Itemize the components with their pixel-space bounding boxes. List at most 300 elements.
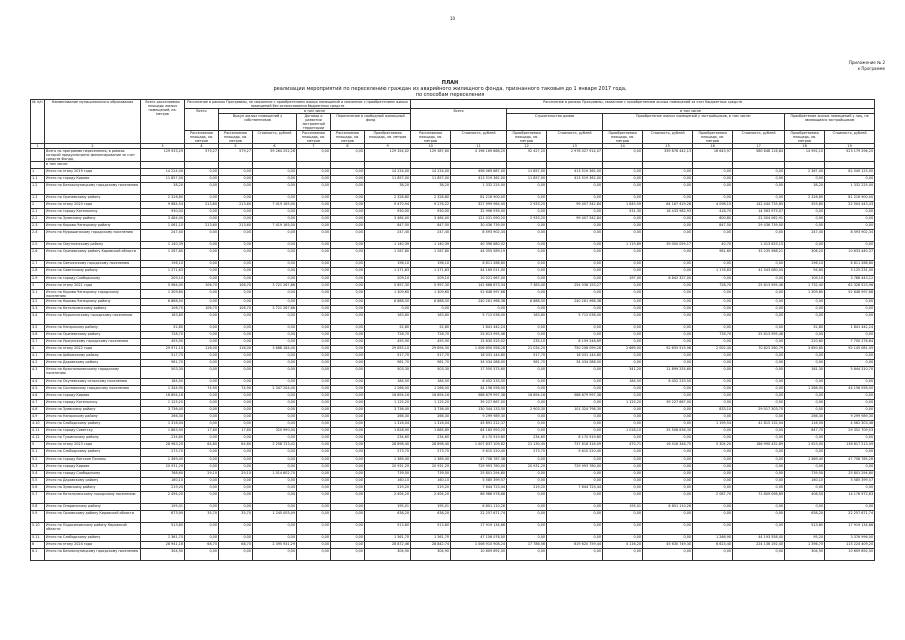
- table-cell: 0,00: [693, 261, 733, 268]
- table-cell: 41 815 132,04: [733, 421, 785, 428]
- table-cell: 0,00: [185, 216, 219, 223]
- table-cell: 728,70: [693, 331, 733, 338]
- table-cell: 0,00: [547, 242, 603, 249]
- row-name: Итого по Нагорскому району: [45, 414, 141, 421]
- column-number: 14: [603, 144, 643, 149]
- table-cell: 0,00: [297, 456, 331, 463]
- table-cell: 0,00: [693, 230, 733, 242]
- row-name: Итого по Оричевскому району: [45, 195, 141, 202]
- table-cell: 0,00: [507, 195, 547, 202]
- table-cell: 0,00: [643, 289, 693, 298]
- table-cell: 0,00: [603, 261, 643, 268]
- row-name: Итого по Подосиновскому району Кировской области: [45, 522, 141, 534]
- row-number: 2.4: [31, 230, 45, 242]
- table-cell: [603, 162, 643, 169]
- header-area: Расселяемая площадь, кв. метров: [297, 131, 331, 144]
- table-row: [31, 378, 875, 385]
- table-cell: 25 801 294,80: [451, 470, 507, 477]
- table-cell: 0,00: [603, 477, 643, 484]
- table-cell: 81 216 900,00: [825, 195, 875, 202]
- row-name: Итого по Котельничскому району: [45, 305, 141, 312]
- table-cell: 517,70: [507, 352, 547, 359]
- table-cell: 341,20: [603, 366, 643, 378]
- table-cell: 0,00: [507, 456, 547, 463]
- table-row: [31, 522, 875, 534]
- table-cell: 0,00: [733, 359, 785, 366]
- table-cell: 29 436 739,00: [733, 223, 785, 230]
- row-number: 3.5: [31, 324, 45, 331]
- table-cell: 0,00: [253, 463, 297, 470]
- table-cell: 38,20: [411, 183, 451, 195]
- table-cell: 0,00: [785, 305, 825, 312]
- table-cell: 116,00: [185, 345, 219, 352]
- table-cell: 1 361,70: [365, 534, 411, 541]
- column-number: 10: [411, 144, 451, 149]
- table-cell: 0,00: [693, 414, 733, 421]
- table-cell: 1 361,70: [141, 534, 185, 541]
- table-cell: 1 309,60: [785, 289, 825, 298]
- table-cell: 0,00: [185, 230, 219, 242]
- table-cell: 0,00: [785, 176, 825, 183]
- table-cell: 14 176 972,63: [825, 491, 875, 503]
- table-cell: 0,00: [547, 209, 603, 216]
- header-cost: Стоимость, рублей: [253, 131, 297, 144]
- table-cell: 129 387,60: [411, 149, 451, 162]
- table-cell: 0,00: [785, 463, 825, 470]
- table-cell: 1 176,83: [693, 268, 733, 275]
- header-no: № п/п: [31, 100, 45, 144]
- table-row: [31, 305, 875, 312]
- table-cell: 0,00: [185, 338, 219, 345]
- table-cell: 1 413 633,15: [733, 242, 785, 249]
- table-cell: 0,00: [253, 414, 297, 421]
- table-cell: 0,00: [507, 331, 547, 338]
- table-cell: 5 857,30: [365, 282, 411, 289]
- row-number: 2.6: [31, 249, 45, 261]
- table-cell: 0,00: [733, 261, 785, 268]
- table-cell: 1 245 005,49: [253, 510, 297, 522]
- table-cell: 0,00: [693, 463, 733, 470]
- table-cell: 1 841 442,24: [451, 324, 507, 331]
- table-cell: 0,00: [603, 230, 643, 242]
- table-cell: 8 593 902,34: [451, 230, 507, 242]
- table-cell: 0,00: [331, 249, 365, 261]
- table-cell: 0,00: [733, 522, 785, 534]
- table-cell: 14 224,00: [411, 169, 451, 176]
- table-cell: 0,00: [297, 359, 331, 366]
- table-cell: 0,00: [785, 331, 825, 338]
- column-number: 17: [733, 144, 785, 149]
- row-name: Итого по Окуневскому сельскому поселению: [45, 378, 141, 385]
- table-cell: 5 712 036,00: [547, 312, 603, 324]
- table-cell: 0,00: [253, 449, 297, 456]
- table-cell: 0,00: [331, 359, 365, 366]
- table-cell: 266,30: [141, 414, 185, 421]
- table-cell: 0,00: [507, 268, 547, 275]
- table-cell: 0,00: [219, 312, 253, 324]
- table-row: [31, 176, 875, 183]
- table-row: [31, 268, 875, 275]
- header-contract: Договор о развитии застроенной территории: [297, 114, 331, 131]
- header-acq-area: Приобретаемая площадь, кв. метров: [507, 131, 547, 144]
- table-cell: 9 276,22: [411, 202, 451, 209]
- table-cell: 0,00: [297, 202, 331, 209]
- table-cell: 14 992,10: [785, 149, 825, 162]
- table-cell: 981,70: [411, 359, 451, 366]
- table-cell: 16 894,16: [411, 393, 451, 400]
- resettlement-plan-table: [30, 99, 875, 561]
- table-cell: 163,80: [507, 312, 547, 324]
- table-cell: 304,90: [141, 548, 185, 560]
- table-cell: 0,00: [219, 268, 253, 275]
- table-cell: 0,00: [507, 510, 547, 522]
- table-cell: 0,00: [825, 223, 875, 230]
- table-cell: 0,00: [825, 378, 875, 385]
- table-cell: 0,00: [185, 491, 219, 503]
- row-name: Итого по Кирово-Чепецкому району: [45, 223, 141, 230]
- table-cell: 0,00: [693, 352, 733, 359]
- table-row: [31, 442, 875, 449]
- table-cell: 7 419 165,00: [253, 223, 297, 230]
- row-number: 4.8: [31, 407, 45, 414]
- table-cell: 0,00: [547, 456, 603, 463]
- table-cell: 0,00: [185, 463, 219, 470]
- table-cell: 235,10: [507, 338, 547, 345]
- table-cell: 68,70: [219, 541, 253, 548]
- row-number: 5.4: [31, 470, 45, 477]
- table-cell: 0,00: [297, 386, 331, 393]
- table-cell: 0,00: [297, 477, 331, 484]
- table-cell: 0,00: [693, 195, 733, 202]
- table-cell: 5 997,30: [411, 282, 451, 289]
- table-cell: 17 919 134,66: [451, 522, 507, 534]
- table-cell: 0,00: [253, 456, 297, 463]
- table-cell: 0,00: [219, 183, 253, 195]
- table-cell: 0,00: [785, 223, 825, 230]
- table-cell: 588 879 997,38: [547, 393, 603, 400]
- table-cell: 0,00: [331, 414, 365, 421]
- table-cell: 0,00: [219, 414, 253, 421]
- table-cell: 44 156 556,00: [825, 386, 875, 393]
- table-cell: 74,90: [219, 386, 253, 393]
- table-cell: 1 267,80: [141, 249, 185, 261]
- table-cell: [331, 162, 365, 169]
- table-cell: 45 891 212,37: [451, 421, 507, 428]
- table-cell: 0,00: [643, 435, 693, 442]
- table-cell: 0,00: [219, 359, 253, 366]
- table-cell: 0,00: [547, 223, 603, 230]
- table-cell: 0,00: [253, 477, 297, 484]
- table-cell: 0,00: [253, 338, 297, 345]
- table-cell: 0,00: [253, 298, 297, 305]
- table-row: [31, 223, 875, 230]
- table-cell: 496 069 687,00: [451, 169, 507, 176]
- table-cell: 1 007 837 109,82: [451, 442, 507, 449]
- header-acq-area: Приобретаемая площадь, кв. метров: [365, 131, 411, 144]
- table-cell: 106,70: [219, 305, 253, 312]
- table-cell: 0,00: [185, 312, 219, 324]
- table-cell: 0,00: [331, 522, 365, 534]
- table-cell: 638,20: [785, 510, 825, 522]
- table-cell: 142 688 673,34: [451, 282, 507, 289]
- table-cell: 0,00: [643, 216, 693, 223]
- table-cell: 0,00: [733, 324, 785, 331]
- table-cell: 0,00: [185, 331, 219, 338]
- table-cell: 728,70: [411, 331, 451, 338]
- table-cell: 0,00: [219, 491, 253, 503]
- table-cell: 0,00: [547, 268, 603, 275]
- table-cell: 0,00: [693, 449, 733, 456]
- table-cell: 3 650,80: [785, 345, 825, 352]
- table-cell: 0,00: [507, 522, 547, 534]
- table-cell: 44 156 556,00: [451, 386, 507, 393]
- table-cell: 44 169 011,00: [451, 268, 507, 275]
- table-cell: 579,27: [185, 149, 219, 162]
- table-cell: 224 136 192,40: [733, 541, 785, 548]
- table-cell: 0,00: [297, 393, 331, 400]
- table-cell: 0,00: [603, 463, 643, 470]
- page-number: 10: [449, 16, 456, 21]
- table-row: [31, 289, 875, 298]
- table-cell: 3 484,00: [411, 216, 451, 223]
- table-cell: 1 267,80: [365, 249, 411, 261]
- table-cell: 503,30: [365, 366, 411, 378]
- table-cell: 0,00: [547, 230, 603, 242]
- table-cell: 739,50: [785, 470, 825, 477]
- table-cell: 729 993 780,00: [451, 463, 507, 470]
- table-cell: 247,40: [141, 230, 185, 242]
- table-cell: 0,00: [253, 503, 297, 510]
- table-cell: 0,00: [253, 407, 297, 414]
- table-cell: 0,00: [603, 456, 643, 463]
- table-cell: 2 328,80: [141, 195, 185, 202]
- table-cell: 0,00: [185, 503, 219, 510]
- table-cell: 0,00: [733, 503, 785, 510]
- table-cell: 0,00: [331, 548, 365, 560]
- table-cell: 1 140,39: [141, 242, 185, 249]
- row-name: Итого по городу Кирово: [45, 393, 141, 400]
- table-cell: 0,00: [219, 195, 253, 202]
- table-cell: 0,00: [733, 400, 785, 407]
- row-number: 4.7: [31, 400, 45, 407]
- table-cell: 2 258 723,42: [253, 442, 297, 449]
- row-number: 4.9: [31, 414, 45, 421]
- table-cell: 184,50: [411, 378, 451, 385]
- table-cell: 0,00: [297, 449, 331, 456]
- table-cell: 10 609 692,00: [825, 548, 875, 560]
- table-cell: 0,00: [825, 393, 875, 400]
- table-cell: 39 227 867,00: [451, 400, 507, 407]
- table-cell: 553,60: [785, 202, 825, 209]
- table-cell: 39 000 059,17: [643, 242, 693, 249]
- table-cell: 0,00: [693, 477, 733, 484]
- table-cell: 2 494,20: [141, 491, 185, 503]
- table-row: [31, 386, 875, 393]
- table-cell: 0,00: [547, 324, 603, 331]
- table-cell: 0,00: [507, 386, 547, 393]
- table-cell: 0,00: [185, 393, 219, 400]
- table-cell: 0,00: [219, 366, 253, 378]
- table-row: [31, 195, 875, 202]
- table-cell: 1 140,39: [411, 242, 451, 249]
- table-cell: 0,00: [331, 149, 365, 162]
- table-cell: 0,00: [219, 503, 253, 510]
- table-cell: 0,00: [253, 522, 297, 534]
- row-name: в том числе:: [45, 162, 141, 169]
- header-acq-area: Приобретаемая площадь, кв. метров: [785, 131, 825, 144]
- table-cell: 0,00: [643, 359, 693, 366]
- table-cell: 0,00: [253, 169, 297, 176]
- column-number: 1: [31, 144, 45, 149]
- table-cell: 52,80: [785, 324, 825, 331]
- row-number: 5.8: [31, 503, 45, 510]
- table-cell: 3 721 267,86: [253, 305, 297, 312]
- table-cell: 0,00: [253, 268, 297, 275]
- table-cell: 0,00: [219, 400, 253, 407]
- table-cell: 4 062 303,48: [825, 421, 875, 428]
- table-cell: 0,00: [219, 331, 253, 338]
- table-cell: 0,00: [297, 331, 331, 338]
- table-cell: 17,60: [219, 428, 253, 435]
- table-cell: 0,00: [185, 242, 219, 249]
- table-cell: 0,00: [185, 249, 219, 261]
- column-number: 2: [45, 144, 141, 149]
- table-cell: 184,50: [365, 378, 411, 385]
- table-cell: 1 845,59: [603, 202, 643, 209]
- table-cell: 0,00: [603, 216, 643, 223]
- table-cell: 0,00: [603, 223, 643, 230]
- table-cell: 0,00: [411, 305, 451, 312]
- table-cell: 0,00: [331, 183, 365, 195]
- table-cell: 0,00: [331, 176, 365, 183]
- table-cell: [643, 162, 693, 169]
- table-cell: 10 021 967,00: [451, 275, 507, 282]
- table-cell: 0,00: [219, 378, 253, 385]
- table-cell: 503,30: [141, 366, 185, 378]
- table-cell: 1 309,60: [411, 289, 451, 298]
- table-cell: 0,00: [185, 400, 219, 407]
- table-cell: 413 519 362,00: [451, 176, 507, 183]
- table-cell: 0,00: [331, 378, 365, 385]
- table-cell: 0,00: [825, 463, 875, 470]
- table-cell: 2 494,20: [365, 491, 411, 503]
- header-cost: Стоимость, рублей: [825, 131, 875, 144]
- table-cell: 728,70: [693, 282, 733, 289]
- table-cell: 0,00: [331, 428, 365, 435]
- row-number: 5.1: [31, 449, 45, 456]
- table-cell: 728,70: [141, 331, 185, 338]
- table-row: [31, 359, 875, 366]
- table-cell: 3 736,40: [365, 407, 411, 414]
- table-cell: 16 894,16: [507, 393, 547, 400]
- table-cell: 0,00: [297, 491, 331, 503]
- table-cell: 0,00: [603, 522, 643, 534]
- table-cell: 0,00: [297, 261, 331, 268]
- table-cell: 0,00: [253, 435, 297, 442]
- table-cell: 195,01: [411, 503, 451, 510]
- row-name: Итого по Зуевскому району: [45, 484, 141, 491]
- table-cell: 6 888,50: [365, 298, 411, 305]
- table-cell: 847,50: [365, 223, 411, 230]
- table-cell: 2 933,20: [507, 216, 547, 223]
- table-cell: 0,00: [185, 407, 219, 414]
- table-cell: 0,00: [185, 275, 219, 282]
- table-cell: 64 167 419,28: [643, 202, 693, 209]
- row-number: 4.6: [31, 393, 45, 400]
- table-cell: 1 018,10: [603, 428, 643, 435]
- table-cell: [825, 162, 875, 169]
- table-cell: 0,00: [219, 216, 253, 223]
- table-cell: 47 758 785,28: [825, 456, 875, 463]
- table-cell: 0,00: [331, 386, 365, 393]
- table-cell: 517,70: [411, 352, 451, 359]
- table-cell: 0,00: [507, 428, 547, 435]
- table-cell: 6 888,50: [411, 298, 451, 305]
- table-cell: 0,00: [507, 421, 547, 428]
- table-cell: 3 736,40: [141, 407, 185, 414]
- table-cell: 0,00: [185, 298, 219, 305]
- table-cell: 115 224 409,20: [825, 541, 875, 548]
- table-cell: 0,00: [507, 414, 547, 421]
- table-cell: 0,00: [733, 484, 785, 491]
- table-cell: 3 484,00: [141, 216, 185, 223]
- table-cell: 0,00: [733, 428, 785, 435]
- table-cell: 82 549 125,00: [825, 169, 875, 176]
- table-cell: 0,00: [253, 548, 297, 560]
- row-name: Итого по Опаринскому району: [45, 503, 141, 510]
- table-cell: 28 842,74: [411, 541, 451, 548]
- table-row: [31, 216, 875, 223]
- table-cell: 129 933,29: [141, 149, 185, 162]
- row-name: Итого по городу Советску: [45, 428, 141, 435]
- table-cell: 2 976 027 914,07: [547, 149, 603, 162]
- table-cell: 14 563 975,07: [733, 209, 785, 216]
- table-cell: 5 644 310,70: [825, 366, 875, 378]
- table-cell: 0,00: [825, 352, 875, 359]
- table-cell: 0,00: [643, 261, 693, 268]
- table-cell: 0,00: [253, 289, 297, 298]
- column-number: 6: [253, 144, 297, 149]
- table-cell: 0,00: [253, 484, 297, 491]
- table-cell: 0,00: [297, 421, 331, 428]
- table-cell: 0,00: [297, 463, 331, 470]
- table-cell: 0,00: [253, 359, 297, 366]
- row-name: Итого по Советскому району: [45, 268, 141, 275]
- table-cell: 0,00: [507, 400, 547, 407]
- table-cell: 0,00: [603, 491, 643, 503]
- table-cell: 2 933,20: [507, 202, 547, 209]
- table-cell: 0,00: [733, 510, 785, 522]
- table-cell: 0,00: [643, 407, 693, 414]
- table-cell: 327 999 964,00: [451, 202, 507, 209]
- table-cell: 195,01: [365, 503, 411, 510]
- table-cell: 306,20: [785, 249, 825, 261]
- row-number: 3.2: [31, 298, 45, 305]
- table-cell: 7 644 723,44: [547, 484, 603, 491]
- table-cell: 0,00: [733, 378, 785, 385]
- table-cell: 70 823 260,79: [733, 345, 785, 352]
- table-cell: 0,00: [507, 289, 547, 298]
- table-cell: 0,00: [547, 378, 603, 385]
- table-cell: 513,80: [785, 522, 825, 534]
- table-cell: 0,00: [603, 149, 643, 162]
- appendix-line1: Приложение № 2: [848, 60, 885, 65]
- table-cell: 0,00: [785, 407, 825, 414]
- table-cell: 0,00: [253, 366, 297, 378]
- table-cell: 0,00: [451, 305, 507, 312]
- table-cell: 30 436 739,00: [451, 223, 507, 230]
- table-cell: 1 006 910 908,24: [451, 541, 507, 548]
